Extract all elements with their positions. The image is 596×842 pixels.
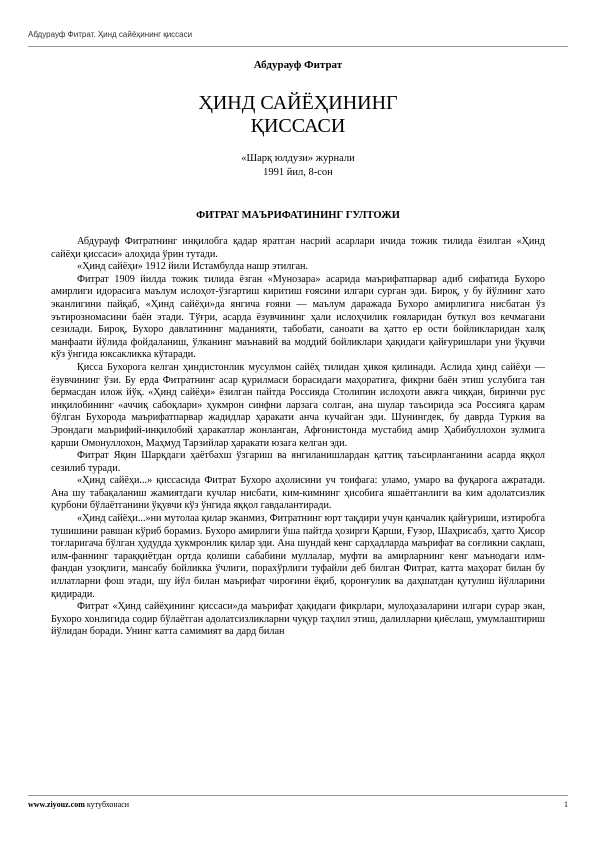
paragraph: «Ҳинд сайёҳи...» қиссасида Фитрат Бухоро аҳолисини уч тоифага: уламо, умаро ва фуқарога ажратади. Ана шу табақаланиш жамиятдаги кучлар нисбати, ким-кимнинг ҳисобига яшаётганлиги ва ким адолатсизлик қурбони бўлаётганини ўқувчи кўз ўнгида яққол гавдалантиради. xyxy=(51,475,545,512)
title-line-1: ҲИНД САЙЁҲИНИНГ xyxy=(198,92,398,114)
footer-library-label: кутубхонаси xyxy=(86,800,130,809)
section-heading: ФИТРАТ МАЪРИФАТИНИНГ ГУЛТОЖИ xyxy=(196,210,400,221)
author-name: Абдурауф Фитрат xyxy=(253,59,343,71)
page-number: 1 xyxy=(564,800,568,809)
article-body xyxy=(51,236,545,639)
journal-name: «Шарқ юлдузи» журнали xyxy=(241,153,355,164)
paragraph: «Ҳинд сайёҳи» 1912 йили Истамбулда нашр этилган. xyxy=(77,261,309,273)
journal-issue: 1991 йил, 8-сон xyxy=(263,167,333,178)
document-title xyxy=(0,92,596,138)
title-line-2: ҚИССАСИ xyxy=(250,115,346,137)
paragraph: Фитрат 1909 йилда тожик тилида ёзган «Мунозара» асарида маърифатпарвар адиб сифатида Бухоро амирлиги идорасига маълум ислоҳот-ўзгартиш киритиш ғоясини илгари сурган эди. Бироқ, у бу йўлнинг хато эканлигини пайқаб, «Ҳинд сайёҳи»да янгича ғояни — маълум даражада Бухоро амирлигига нисбатан ўз эътирозномасини баён этади. Тўғри, асарда ёзувчининг ҳали ислоҳчилик ғояларидан буткул воз кечмагани сезилади. Бироқ, Бухоро давлатининг маданияти, табобати, саноати ва ҳатто ер ости бойликларидан халқ манфаати йўлида фойдаланиш, ўлканинг маънавий ва моддий бойликлари ҳақидаги қайғуришлари уни ўқувчи кўз ўнгида юксакликка кўтаради. xyxy=(51,273,545,361)
footer-divider xyxy=(28,795,568,796)
journal-info xyxy=(0,152,596,180)
footer-site-link[interactable]: www.ziyouz.com xyxy=(28,800,85,809)
paragraph: «Ҳинд сайёҳи...»ни мутолаа қилар эканмиз, Фитратнинг юрт тақдири учун қанчалик қайғуриши, изтиробга тушишини равшан кўриб борамиз. Бухоро амирлиги ўша пайтда ҳозирги Қарши, Ғузор, Шаҳрисабз, ҳатто Ҳисор тоғларигача бўлган ҳудудда ҳукмронлик қилар эди. Ана шундай кенг сарҳадларда маърифат ва соғликни сақлаш, илм-фаннинг тараққиётдан ортда қолиши сабабини муллалар, муфти ва амирларнинг кенг маънодаги илм-фандан узоқлиги, мансабу бойликка ўчлиги, порахўрлиги туфайли деб билган Фитрат, катта маҳорат билан бу иллатларни фош этади, шу йўл билан маърифат чироғини ёқиб, қоронғулик ва даҳшатдан қутулиш йўлларини қидиради. xyxy=(51,513,545,600)
running-header: Абдурауф Фитрат. Ҳинд сайёҳининг қиссаси xyxy=(28,30,193,39)
footer-source xyxy=(28,800,129,809)
paragraph: Фитрат «Ҳинд сайёҳининг қиссаси»да маърифат ҳақидаги фикрлари, мулоҳазаларини илгари сурар экан, Бухоро хонлигида содир бўлаётган адолатсизликларни чуқур таҳлил этиш, далилларни қиёслаш, умумлаштириш йўлидан боради. Унинг катта самимият ва дард билан xyxy=(51,601,545,638)
paragraph: Қисса Бухорога келган ҳиндистонлик мусулмон сайёҳ тилидан ҳикоя қилинади. Аслида ҳинд сайёҳи — ёзувчининг ўзи. Бу ерда Фитратнинг асар қурилмаси борасидаги маҳоратига, фикрни баён этиш услубига тан бермасдан илож йўқ. «Ҳинд сайёҳи» ёзилган пайтда Россияда Столипин ислоҳоти авжга чиққан, биринчи рус инқилобининг «аччиқ сабоқлари» ҳукмрон синфни ларзага солган, ана шулар таъсирида эса Россияга қарам бўлган Бухорода маърифатпарвар жадидлар ҳаракати анча кучайган эди. Шунингдек, бу даврда Туркия ва Эрондаги маърифий-инқилобий ҳаракатлар жонланган, Афғонистонда мустабид амир Ҳабибуллохон зулмига қарши Омонуллохон, Маҳмуд Тарзийлар ҳаракати юзага келган эди. xyxy=(51,361,545,449)
paragraph: Абдурауф Фитратнинг инқилобга қадар яратган насрий асарлари ичида тожик тилида ёзилган «Ҳинд сайёҳи қиссаси» алоҳида ўрин тутади. xyxy=(51,236,545,260)
paragraph: Фитрат Яқин Шарқдаги ҳаётбахш ўзгариш ва янгиланишлардан қаттиқ таъсирланганини асарда яққол сезилиб туради. xyxy=(51,450,545,474)
header-divider xyxy=(28,46,568,47)
